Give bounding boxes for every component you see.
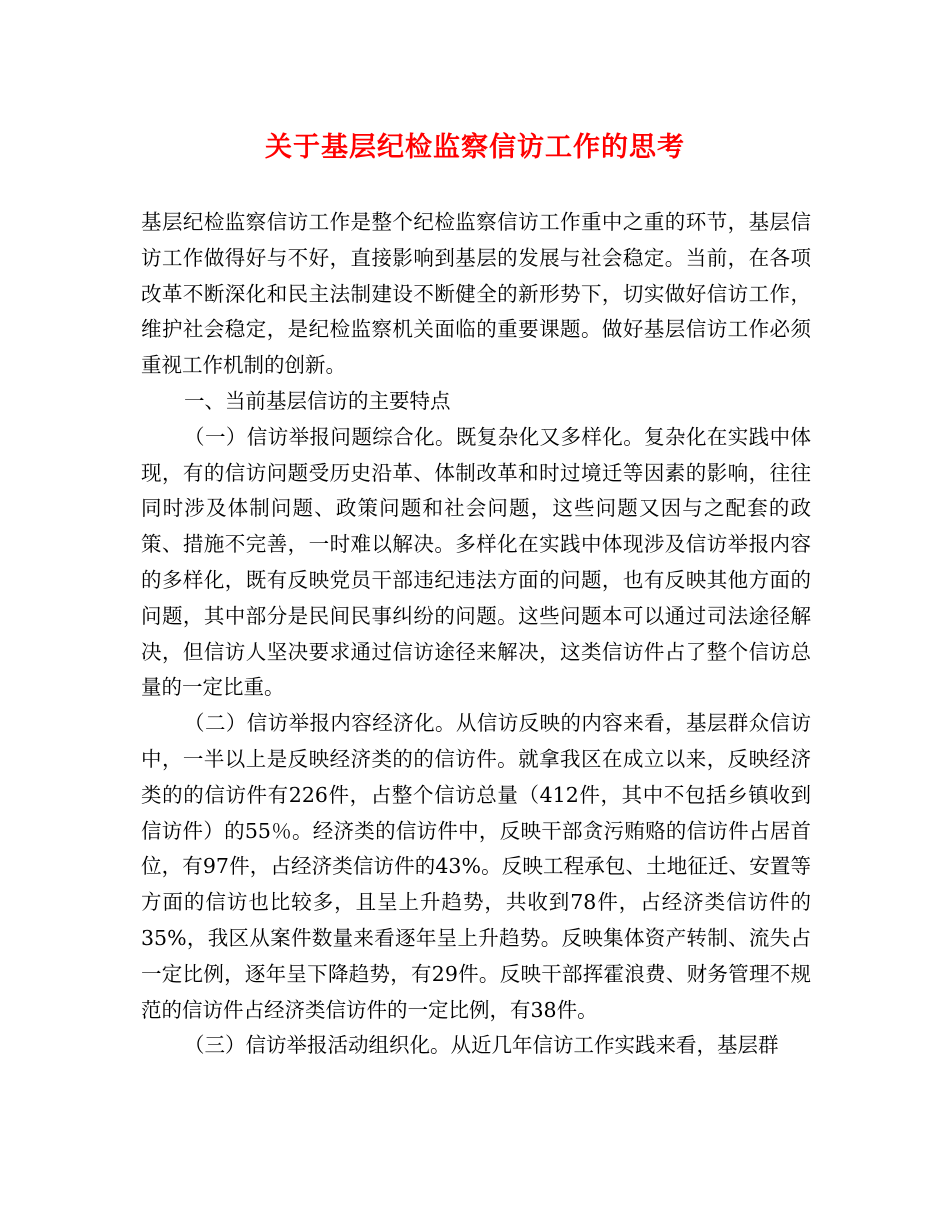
paragraph-point-2: （二）信访举报内容经济化。从信访反映的内容来看，基层群众信访中，一半以上是反映经济类的的信访件。就拿我区在成立以来，反映经济类的的信访件有226件，占整个信访总量（412件，其中不包括乡镇收到信访件）的55％。经济类的信访件中，反映干部贪污贿赂的信访件占居首位，有97件，占经济类信访件的43%。反映工程承包、土地征迁、安置等方面的信访也比较多，且呈上升趋势，共收到78件，占经济类信访件的35%，我区从案件数量来看逐年呈上升趋势。反映集体资产转制、流失占一定比例，逐年呈下降趋势，有29件。反映干部挥霍浪费、财务管理不规范的信访件占经济类信访件的一定比例，有38件。 bbox=[141, 711, 811, 1022]
document-title: 关于基层纪检监察信访工作的思考 bbox=[265, 132, 685, 163]
paragraph-intro: 基层纪检监察信访工作是整个纪检监察信访工作重中之重的环节，基层信访工作做得好与不好，直接影响到基层的发展与社会稳定。当前，在各项改革不断深化和民主法制建设不断健全的新形势下，切实做好信访工作，维护社会稳定，是纪检监察机关面临的重要课题。做好基层信访工作必须重视工作机制的创新。 bbox=[141, 210, 811, 378]
document-body bbox=[141, 205, 811, 1064]
paragraph-point-3: （三）信访举报活动组织化。从近几年信访工作实践来看，基层群 bbox=[184, 1033, 779, 1058]
paragraph-point-1: （一）信访举报问题综合化。既复杂化又多样化。复杂化在实践中体现，有的信访问题受历史沿革、体制改革和时过境迁等因素的影响，往往同时涉及体制问题、政策问题和社会问题，这些问题又因与之配套的政策、措施不完善，一时难以解决。多样化在实践中体现涉及信访举报内容的多样化，既有反映党员干部违纪违法方面的问题，也有反映其他方面的问题，其中部分是民间民事纠纷的问题。这些问题本可以通过司法途径解决，但信访人坚决要求通过信访途径来解决，这类信访件占了整个信访总量的一定比重。 bbox=[141, 424, 811, 700]
section-heading: 一、当前基层信访的主要特点 bbox=[184, 388, 451, 413]
